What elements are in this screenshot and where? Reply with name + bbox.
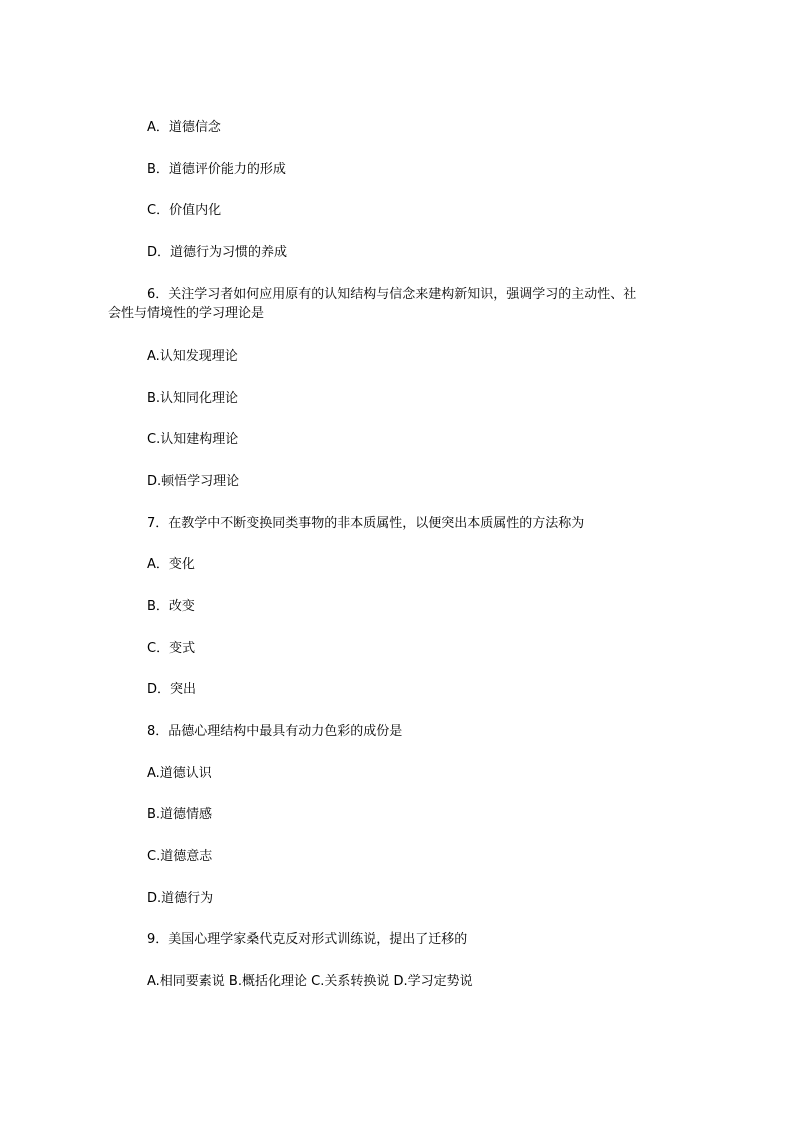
question-6-stem: 6．关注学习者如何应用原有的认知结构与信念来建构新知识，强调学习的主动性、社 — [147, 287, 637, 302]
question-7-option-d: D．突出 — [147, 682, 197, 697]
question-6-option-d: D.顿悟学习理论 — [147, 474, 240, 489]
question-8-option-a: A.道德认识 — [147, 766, 212, 781]
question-8-stem: 8．品德心理结构中最具有动力色彩的成份是 — [147, 724, 403, 739]
question-7-option-c: C．变式 — [147, 641, 196, 656]
question-8-option-b: B.道德情感 — [147, 807, 213, 822]
question-7-option-b: B．改变 — [147, 599, 195, 614]
question-6-option-c: C.认知建构理论 — [147, 432, 239, 447]
question-8-option-d: D.道德行为 — [147, 891, 214, 906]
option-b: B．道德评价能力的形成 — [147, 162, 286, 177]
question-7-option-a: A．变化 — [147, 557, 195, 572]
question-6-option-a: A.认知发现理论 — [147, 349, 238, 364]
option-a: A．道德信念 — [147, 120, 221, 135]
option-c: C．价值内化 — [147, 203, 222, 218]
question-6-stem-cont: 会性与情境性的学习理论是 — [108, 306, 265, 321]
question-6-option-b: B.认知同化理论 — [147, 391, 239, 406]
question-8-option-c: C.道德意志 — [147, 849, 213, 864]
question-9-options: A.相同要素说 B.概括化理论 C.关系转换说 D.学习定势说 — [147, 974, 473, 989]
option-d: D．道德行为习惯的养成 — [147, 245, 288, 260]
question-7-stem: 7．在教学中不断变换同类事物的非本质属性，以便突出本质属性的方法称为 — [147, 516, 585, 531]
question-9-stem: 9．美国心理学家桑代克反对形式训练说，提出了迁移的 — [147, 932, 468, 947]
